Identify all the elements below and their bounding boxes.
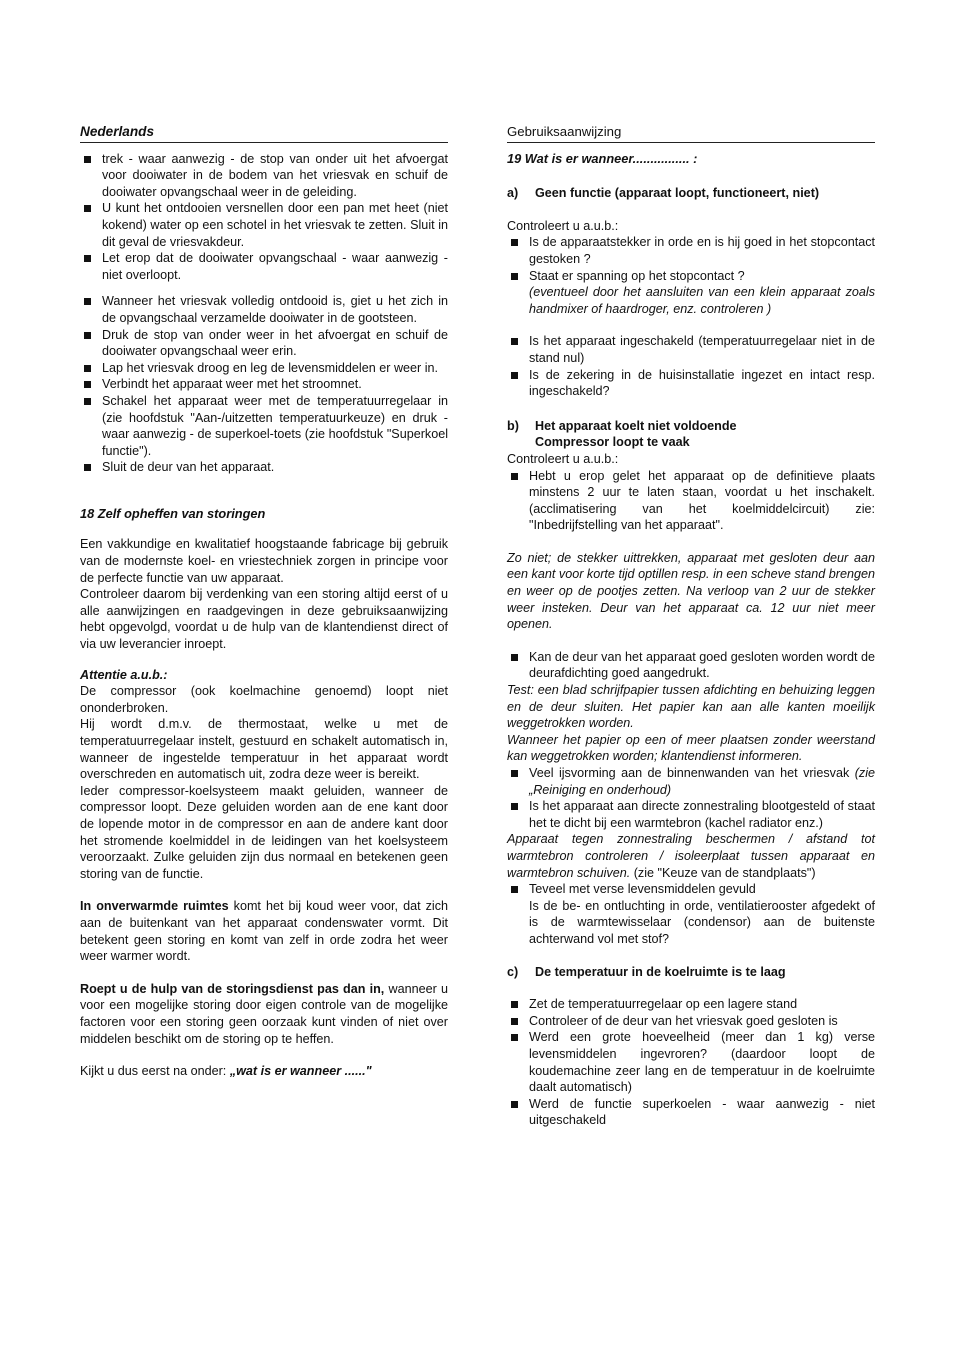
list-item: Wanneer het vriesvak volledig ontdooid is, giet u het zich in de opvangschaal verzamelde dooiwater in de gootsteen. bbox=[80, 293, 448, 326]
subsection-b-list bbox=[507, 468, 875, 534]
list-item: Let erop dat de dooiwater opvangschaal - waar aanwezig - niet overloopt. bbox=[80, 250, 448, 283]
list-item: Druk de stop van onder weer in het afvoergat en schuif de dooiwater opvangschaal weer erin. bbox=[80, 327, 448, 360]
subsection-c-list bbox=[507, 996, 875, 1129]
defrost-list-2 bbox=[80, 293, 448, 476]
cold-room-paragraph: In onverwarmde ruimtes komt het bij koud weer voor, dat zich aan de buitenkant van het apparaat condenswater vormt. Dit betekent geen storing en komt van zelf in orde zodra het weer weer warmer wordt. bbox=[80, 899, 449, 964]
subsection-b-list-3 bbox=[507, 765, 875, 831]
list-item: Sluit de deur van het apparaat. bbox=[80, 459, 448, 476]
paragraph: Controleer daarom bij verdenking van een storing altijd eerst of u alle aanwijzingen en raadgevingen in deze gebruiksaanwijzing hebt opgevolgd, voordat u de hulp van de klantendienst direct of via uw leverancier inroept. bbox=[80, 587, 448, 652]
defrost-list-1 bbox=[80, 151, 448, 284]
list-item: Controleer of de deur van het vriesvak goed gesloten is bbox=[507, 1013, 875, 1030]
list-item: Werd de functie superkoelen - waar aanwezig - niet uitgeschakeld bbox=[507, 1096, 875, 1129]
note-paragraph: Apparaat tegen zonnestraling beschermen / afstand tot warmtebron controleren / isoleerplaat tussen apparaat en warmtebron schuiven. (zie "Keuze van de standplaats") bbox=[507, 832, 875, 880]
subsection-c-title: c) De temperatuur in de koelruimte is te laag bbox=[507, 964, 786, 979]
list-item: Schakel het apparaat weer met de temperatuurregelaar in (zie hoofdstuk "Aan-/uitzetten temperatuurkeuze) en druk - waar aanwezig - de superkoel-toets (zie hoofdstuk "Superkoel functie"). bbox=[80, 393, 448, 459]
list-item: U kunt het ontdooien versnellen door een pan met heet (niet kokend) water op een schotel in het vriesvak te zetten. Sluit in dit geval de vriesvakdeur. bbox=[80, 200, 448, 250]
service-lead: Roept u de hulp van de storingsdienst pas dan in, bbox=[80, 981, 385, 996]
paragraph: Ieder compressor-koelsysteem maakt geluiden, wanneer de compressor loopt. Deze geluiden worden aan de ene kant door de lopende motor in de compressor en aan de andere kant door het stromende koelmiddel in de leidingen van het koelsysteem veroorzaakt. Zulke geluiden zijn dus normaal en betekenen geen storing van de functie. bbox=[80, 783, 448, 881]
attention-title: Attentie a.u.b.: bbox=[80, 667, 168, 682]
cold-room-lead: In onverwarmde ruimtes bbox=[80, 899, 229, 914]
paragraph: Hij wordt d.m.v. de thermostaat, welke u met de temperatuurregelaar instelt, gestuurd en schakelt automatisch in, wanneer de ingestelde temperatuur in het apparaat wordt overschreden en automatisch uit, zodra deze weer is bereikt. bbox=[80, 717, 448, 782]
subsection-a-title: a) Geen functie (apparaat loopt, functioneert, niet) bbox=[507, 186, 820, 201]
list-item: Verbindt het apparaat weer met het stroomnet. bbox=[80, 376, 448, 393]
right-column bbox=[507, 124, 875, 1129]
list-item: Veel ijsvorming aan de binnenwanden van het vriesvak (zie „Reiniging en onderhoud) bbox=[507, 765, 875, 798]
list-item: Is de zekering in de huisinstallatie ingezet en intact resp. ingeschakeld? bbox=[507, 367, 875, 400]
list-item: Hebt u erop gelet het apparaat op de definitieve plaats minstens 2 uur te laten staan, voordat u het inschakelt. (acclimatisering van het koelmiddelcircuit) zie: "Inbedrijfstelling van het apparaat". bbox=[507, 468, 875, 534]
list-item: Teveel met verse levensmiddelen gevuld Is de be- en ontluchting in orde, ventilatierooster afgedekt of is de warmtewisselaar (condensor) aan de buitenste achterwand vol met stof? bbox=[507, 881, 875, 947]
list-item: Zet de temperatuurregelaar op een lagere stand bbox=[507, 996, 875, 1013]
subsection-b-title: b) Het apparaat koelt niet voldoende Compressor loopt te vaak bbox=[507, 418, 737, 450]
service-paragraph: Roept u de hulp van de storingsdienst pas dan in, wanneer u voor een mogelijke storing door eigen controle van de mogelijke factoren voor een storing geen oorzaak kunt vinden of niet over middelen beschikt om de storing op te heffen. bbox=[80, 981, 448, 1046]
final-reference: Kijkt u dus eerst na onder: „wat is er wanneer ......" bbox=[80, 1064, 372, 1079]
subsection-b-list-2 bbox=[507, 649, 875, 682]
list-item: Is het apparaat aan directe zonnestraling blootgesteld of staat het te dicht bij een warmtebron (kachel radiator enz.) bbox=[507, 798, 875, 831]
language-header: Nederlands bbox=[80, 124, 448, 143]
section-title-19: 19 Wat is er wanneer................ : bbox=[507, 150, 698, 166]
paragraph: Een vakkundige en kwalitatief hoogstaande fabricage bij gebruik van de modernste koel- en vriestechniek zorgen in principe voor de perfecte functie van uw apparaat. bbox=[80, 537, 448, 585]
list-item: trek - waar aanwezig - de stop van onder uit het afvoergat voor dooiwater in de bodem van het vriesvak en schuif de dooiwater opvangschaal weer in de geleiding. bbox=[80, 151, 448, 201]
list-item: Werd een grote hoeveelheid (meer dan 1 kg) verse levensmiddelen ingevroren? (daardoor loopt de koudemachine zeer lang en de temperatuur in de koelruimte daalt automatisch) bbox=[507, 1029, 875, 1095]
list-item: Lap het vriesvak droog en leg de levensmiddelen er weer in. bbox=[80, 360, 448, 377]
section-title-18: 18 Zelf opheffen van storingen bbox=[80, 505, 266, 521]
subsection-a-list bbox=[507, 234, 875, 317]
check-label: Controleert u a.u.b.: bbox=[507, 451, 619, 466]
note-paragraph: Wanneer het papier op een of meer plaatsen zonder weerstand kan weggetrokken worden; klantendienst informeren. bbox=[507, 732, 875, 764]
left-column bbox=[80, 124, 448, 1080]
test-paragraph: Test: een blad schrijfpapier tussen afdichting en behuizing leggen en de deur sluiten. Het papier kan aan alle kanten moeilijk weggetrokken worden. bbox=[507, 683, 875, 731]
manual-header: Gebruiksaanwijzing bbox=[507, 124, 875, 143]
subsection-b-list-4 bbox=[507, 881, 875, 947]
note-paragraph: Zo niet; de stekker uittrekken, apparaat met gesloten deur aan een kant voor korte tijd optillen resp. in een scheve stand brengen en weer op de pootjes zetten. Na verloop van 2 uur de stekker weer insteken. Deur van het apparaat ca. 12 uur niet meer openen. bbox=[507, 550, 875, 632]
list-item: Is het apparaat ingeschakeld (temperatuurregelaar niet in de stand nul) bbox=[507, 333, 875, 366]
list-item: Kan de deur van het apparaat goed gesloten worden wordt de deurafdichting goed aangedrukt. bbox=[507, 649, 875, 682]
list-item: Is de apparaatstekker in orde en is hij goed in het stopcontact gestoken ? bbox=[507, 234, 875, 267]
subsection-a-list-2 bbox=[507, 333, 875, 399]
paragraph: De compressor (ook koelmachine genoemd) loopt niet ononderbroken. bbox=[80, 684, 448, 715]
check-label: Controleert u a.u.b.: bbox=[507, 218, 619, 233]
list-item: Staat er spanning op het stopcontact ? (eventueel door het aansluiten van een klein apparaat zoals handmixer of haardroger, enz. controleren ) bbox=[507, 268, 875, 318]
